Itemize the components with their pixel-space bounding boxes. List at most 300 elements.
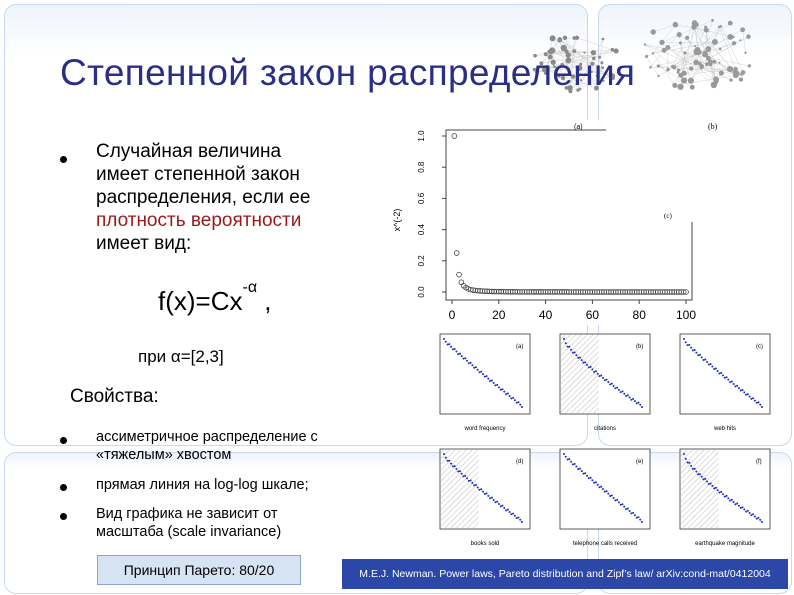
plot-dot xyxy=(480,371,482,373)
loglog-plot xyxy=(560,449,650,547)
plot-dot xyxy=(484,376,486,378)
plot-dot xyxy=(572,463,574,465)
formula-tail: , xyxy=(257,286,272,316)
plot-dot xyxy=(629,510,631,512)
plot-dot xyxy=(616,387,618,389)
network-node xyxy=(672,65,676,69)
plot-dot xyxy=(447,344,449,346)
plot-dot xyxy=(598,375,600,377)
plot-dot xyxy=(740,507,742,509)
reference-banner: M.E.J. Newman. Power laws, Pareto distribution and Zipf’s law/ arXiv:cond-mat/0412004 xyxy=(342,559,788,589)
network-node xyxy=(683,51,686,54)
plot-dot xyxy=(639,404,641,406)
plot-dot xyxy=(514,399,516,401)
plot-dot xyxy=(473,367,475,369)
plot-dot xyxy=(486,375,488,377)
network-node xyxy=(572,36,576,40)
plot-dot xyxy=(579,468,581,470)
plot-dot xyxy=(749,395,751,397)
definition-text xyxy=(96,140,310,255)
network-node xyxy=(644,43,646,45)
plot-dot xyxy=(742,389,744,391)
y-tick-label: 0.2 xyxy=(417,255,426,267)
plot-dot xyxy=(591,479,593,481)
plot-dot xyxy=(634,400,636,402)
plot-dot xyxy=(598,486,600,488)
plot-dot xyxy=(500,389,502,391)
network-edge xyxy=(721,26,743,72)
plot-dot xyxy=(756,518,758,520)
plot-dot xyxy=(715,487,717,489)
plot-dot xyxy=(750,398,752,400)
plot-dot xyxy=(747,393,749,395)
plot-dot xyxy=(604,491,606,493)
network-node xyxy=(558,37,561,40)
plot-dot xyxy=(607,493,609,495)
plot-dot xyxy=(516,517,518,519)
plot-dot xyxy=(471,364,473,366)
loglog-plot xyxy=(440,334,530,432)
plot-dot xyxy=(463,475,465,477)
plot-dot xyxy=(443,338,445,340)
plot-dot xyxy=(743,508,745,510)
plot-x-label: books sold xyxy=(470,541,500,547)
plot-dot xyxy=(733,501,735,503)
plot-dot xyxy=(623,393,625,395)
network-node xyxy=(677,68,680,71)
x-tick-label: 80 xyxy=(632,308,646,322)
network-node xyxy=(732,41,736,45)
plot-dot xyxy=(639,519,641,521)
plot-dot xyxy=(477,486,479,488)
plot-dot xyxy=(711,485,713,487)
plot-dot xyxy=(464,475,466,477)
plot-dot xyxy=(565,342,567,344)
plot-dot xyxy=(731,499,733,501)
plot-dot xyxy=(519,519,521,521)
plot-dot xyxy=(505,393,507,395)
plot-dot xyxy=(507,509,509,511)
plot-dot xyxy=(611,383,613,385)
plot-dot xyxy=(742,506,744,508)
plot-dot xyxy=(703,359,705,361)
plot-dot xyxy=(690,465,692,467)
plot-dot xyxy=(595,481,597,483)
property-3-line-1: Вид графика не зависит от xyxy=(96,506,278,522)
plot-dot xyxy=(493,499,495,501)
network-node xyxy=(695,47,701,53)
plot-dot xyxy=(699,473,701,475)
network-node xyxy=(694,45,696,47)
plot-dot xyxy=(489,497,491,499)
plot-x-label: earthquake magnitude xyxy=(695,541,755,547)
plot-dot xyxy=(604,379,606,381)
plot-dot xyxy=(471,482,473,484)
bullet-dot xyxy=(60,484,67,491)
plot-dot xyxy=(708,483,710,485)
plot-dot xyxy=(749,512,751,514)
plot-dot xyxy=(697,354,699,356)
property-1-line-2: «тяжелым» хвостом xyxy=(96,447,232,463)
loglog-plots-grid xyxy=(424,328,794,558)
y-tick-label: 0.0 xyxy=(417,286,426,298)
network-node xyxy=(673,22,679,28)
plot-dot xyxy=(754,400,756,402)
property-3 xyxy=(96,505,281,541)
plot-dot xyxy=(510,513,512,515)
plot-dot xyxy=(636,402,638,404)
plot-dot xyxy=(754,515,756,517)
network-node xyxy=(705,62,709,66)
network-node xyxy=(563,36,567,40)
plot-dot xyxy=(477,369,479,371)
chart-y-axis-label: x^(-2) xyxy=(392,208,402,232)
plot-dot xyxy=(606,379,608,381)
plot-dot xyxy=(613,385,615,387)
plot-dot xyxy=(487,495,489,497)
plot-dot xyxy=(455,468,457,470)
plot-dot xyxy=(745,511,747,513)
plot-dot xyxy=(688,462,690,464)
plot-dot xyxy=(510,397,512,399)
plot-dot xyxy=(459,353,461,355)
network-node xyxy=(706,56,711,61)
plot-dot xyxy=(567,459,569,461)
plot-dot xyxy=(623,506,625,508)
plot-dot xyxy=(694,468,696,470)
x-tick-label: 100 xyxy=(675,308,696,322)
plot-dot xyxy=(597,484,599,486)
network-node xyxy=(677,32,682,37)
plot-dot xyxy=(466,477,468,479)
plot-dot xyxy=(710,482,712,484)
plot-dot xyxy=(586,364,588,366)
plot-dot xyxy=(595,370,597,372)
plot-dot xyxy=(454,465,456,467)
plot-dot xyxy=(581,359,583,361)
network-node xyxy=(685,36,689,40)
plot-dot xyxy=(703,478,705,480)
plot-dot xyxy=(590,477,592,479)
network-edge xyxy=(577,38,612,50)
plot-dot xyxy=(632,398,634,400)
plot-dot xyxy=(584,472,586,474)
plot-dot xyxy=(602,488,604,490)
plot-dot xyxy=(493,382,495,384)
plot-dot xyxy=(632,512,634,514)
plot-dot xyxy=(614,499,616,501)
plot-dot xyxy=(583,362,585,364)
plot-dot xyxy=(627,394,629,396)
plot-dot xyxy=(625,395,627,397)
plot-dot xyxy=(641,406,643,408)
plot-dot xyxy=(466,360,468,362)
network-node xyxy=(645,55,648,58)
plot-dot xyxy=(468,362,470,364)
plot-tag: (d) xyxy=(516,459,524,465)
plot-tag: (a) xyxy=(516,344,524,350)
plot-dot xyxy=(496,501,498,503)
network-node xyxy=(550,35,556,41)
plot-dot xyxy=(622,390,624,392)
plot-dot xyxy=(503,391,505,393)
plot-dot xyxy=(720,491,722,493)
plot-dot xyxy=(517,516,519,518)
plot-dot xyxy=(695,471,697,473)
network-node xyxy=(704,26,707,29)
plot-dot xyxy=(683,338,685,340)
network-node xyxy=(657,75,659,77)
plot-dot xyxy=(752,397,754,399)
plot-dot xyxy=(620,504,622,506)
plot-dot xyxy=(572,352,574,354)
definition-line-5: имеет вид: xyxy=(96,233,192,254)
network-node xyxy=(678,73,683,78)
properties-heading: Свойства: xyxy=(70,386,159,407)
network-node xyxy=(729,78,732,81)
plot-dot xyxy=(570,349,572,351)
y-tick-label: 1.0 xyxy=(417,130,426,142)
plot-dot xyxy=(727,497,729,499)
network-node xyxy=(727,66,733,72)
plot-dot xyxy=(614,387,616,389)
plot-dot xyxy=(521,521,523,523)
plot-dot xyxy=(747,510,749,512)
network-node xyxy=(692,20,698,26)
network-node xyxy=(740,27,745,32)
plot-dot xyxy=(494,501,496,503)
plot-dot xyxy=(475,484,477,486)
network-node xyxy=(744,52,746,54)
plot-dot xyxy=(734,385,736,387)
plot-dot xyxy=(470,362,472,364)
network-node xyxy=(672,83,677,88)
plot-dot xyxy=(609,495,611,497)
plot-dot xyxy=(724,496,726,498)
plot-dot xyxy=(685,341,687,343)
network-node xyxy=(611,48,615,52)
property-2: прямая линия на log-log шкале; xyxy=(96,477,309,493)
plot-dot xyxy=(738,387,740,389)
plot-dot xyxy=(464,357,466,359)
plot-dot xyxy=(577,468,579,470)
plot-dot xyxy=(697,473,699,475)
network-node xyxy=(677,84,683,90)
plot-dot xyxy=(457,470,459,472)
plot-dot xyxy=(756,402,758,404)
plot-dot xyxy=(618,389,620,391)
plot-dot xyxy=(487,378,489,380)
plot-dot xyxy=(509,511,511,513)
plot-dot xyxy=(734,503,736,505)
plot-dot xyxy=(482,373,484,375)
network-node xyxy=(659,40,664,45)
network-node xyxy=(727,34,733,40)
plot-dot xyxy=(502,388,504,390)
bullet-dot xyxy=(60,437,67,444)
network-edge xyxy=(653,25,675,32)
plot-dot xyxy=(629,396,631,398)
plot-dot xyxy=(616,499,618,501)
plot-dot xyxy=(459,470,461,472)
plot-dot xyxy=(478,489,480,491)
plot-dot xyxy=(726,376,728,378)
plot-dot xyxy=(745,394,747,396)
plot-dot xyxy=(509,395,511,397)
plot-dot xyxy=(759,519,761,521)
plot-dot xyxy=(722,493,724,495)
plot-dot xyxy=(711,366,713,368)
plot-dot xyxy=(583,473,585,475)
network-node xyxy=(703,51,708,56)
alpha-range-text: при α=[2,3] xyxy=(138,347,224,366)
plot-dot xyxy=(593,482,595,484)
y-tick-label: 0.8 xyxy=(417,161,426,173)
network-node xyxy=(652,52,654,54)
definition-line-1: Случайная величина xyxy=(96,141,282,162)
definition-line-4: плотность вероятности xyxy=(96,210,302,231)
plot-dot xyxy=(461,473,463,475)
plot-dot xyxy=(475,366,477,368)
plot-dot xyxy=(586,475,588,477)
pareto-principle-button[interactable]: Принцип Парето: 80/20 xyxy=(97,555,301,585)
plot-dot xyxy=(565,456,567,458)
plot-dot xyxy=(452,348,454,350)
plot-dot xyxy=(710,363,712,365)
plot-dot xyxy=(486,492,488,494)
plot-dot xyxy=(708,364,710,366)
plot-dot xyxy=(512,513,514,515)
plot-dot xyxy=(622,503,624,505)
plot-dot xyxy=(581,470,583,472)
plot-dot xyxy=(445,457,447,459)
plot-dot xyxy=(575,466,577,468)
plot-dot xyxy=(507,393,509,395)
plot-dot xyxy=(600,375,602,377)
plot-dot xyxy=(457,353,459,355)
network-node xyxy=(728,21,733,26)
network-node xyxy=(662,48,667,53)
plot-dot xyxy=(736,503,738,505)
plot-dot xyxy=(740,390,742,392)
plot-dot xyxy=(494,384,496,386)
network-node xyxy=(748,64,751,67)
network-node xyxy=(561,45,567,51)
plot-dot xyxy=(683,453,685,455)
plot-dot xyxy=(588,366,590,368)
loglog-plot xyxy=(560,334,650,432)
power-law-formula xyxy=(158,279,272,317)
plot-dot xyxy=(577,357,579,359)
network-node xyxy=(739,78,743,82)
plot-dot xyxy=(609,383,611,385)
plot-dot xyxy=(590,366,592,368)
bullet-dot xyxy=(60,156,67,163)
plot-dot xyxy=(491,380,493,382)
plot-dot xyxy=(470,479,472,481)
network-node xyxy=(711,19,714,22)
network-node xyxy=(733,73,738,78)
plot-dot xyxy=(452,465,454,467)
plot-dot xyxy=(699,354,701,356)
network-node xyxy=(692,25,696,29)
network-node xyxy=(741,70,746,75)
plot-dot xyxy=(563,453,565,455)
y-tick-label: 0.6 xyxy=(417,192,426,204)
plot-dot xyxy=(752,513,754,515)
plot-dot xyxy=(620,391,622,393)
plot-dot xyxy=(521,406,523,408)
network-node xyxy=(657,64,660,67)
plot-dot xyxy=(641,521,643,523)
panel-label-a: (a) xyxy=(574,124,583,131)
bullet-dot xyxy=(60,513,67,520)
network-edge xyxy=(675,25,706,30)
plot-dot xyxy=(634,514,636,516)
network-node xyxy=(650,29,655,34)
plot-dot xyxy=(731,381,733,383)
plot-dot xyxy=(584,361,586,363)
plot-dot xyxy=(757,517,759,519)
plot-dot xyxy=(759,404,761,406)
plot-dot xyxy=(600,486,602,488)
plot-dot xyxy=(630,399,632,401)
plot-dot xyxy=(695,352,697,354)
plot-dot xyxy=(692,349,694,351)
network-node xyxy=(700,67,703,70)
plot-dot xyxy=(743,391,745,393)
loglog-plot xyxy=(440,449,530,547)
network-node xyxy=(681,77,687,83)
plot-dot xyxy=(516,402,518,404)
plot-dot xyxy=(448,460,450,462)
plot-dot xyxy=(726,495,728,497)
plot-dot xyxy=(498,386,500,388)
plot-dot xyxy=(447,460,449,462)
plot-dot xyxy=(597,373,599,375)
network-node xyxy=(693,60,698,65)
plot-dot xyxy=(690,347,692,349)
network-node xyxy=(679,41,682,44)
definition-line-2: имеет степенной закон xyxy=(96,164,300,185)
plot-dot xyxy=(500,505,502,507)
plot-dot xyxy=(636,517,638,519)
plot-dot xyxy=(713,487,715,489)
plot-dot xyxy=(491,497,493,499)
plot-dot xyxy=(729,381,731,383)
plot-dot xyxy=(607,381,609,383)
network-node xyxy=(739,39,741,41)
plot-dot xyxy=(570,461,572,463)
loglog-plot xyxy=(680,334,770,432)
plot-dot xyxy=(484,493,486,495)
plot-dot xyxy=(701,356,703,358)
plot-dot xyxy=(630,512,632,514)
plot-dot xyxy=(738,505,740,507)
plot-dot xyxy=(563,338,565,340)
plot-dot xyxy=(568,458,570,460)
network-node xyxy=(712,39,718,45)
plot-x-label: telephone calls received xyxy=(572,541,638,547)
plot-dot xyxy=(502,505,504,507)
network-node xyxy=(719,70,724,75)
plot-dot xyxy=(761,521,763,523)
shaded-region xyxy=(441,450,479,528)
plot-x-label: citations xyxy=(593,426,617,432)
plot-dot xyxy=(701,476,703,478)
plot-dot xyxy=(575,354,577,356)
plot-dot xyxy=(687,344,689,346)
